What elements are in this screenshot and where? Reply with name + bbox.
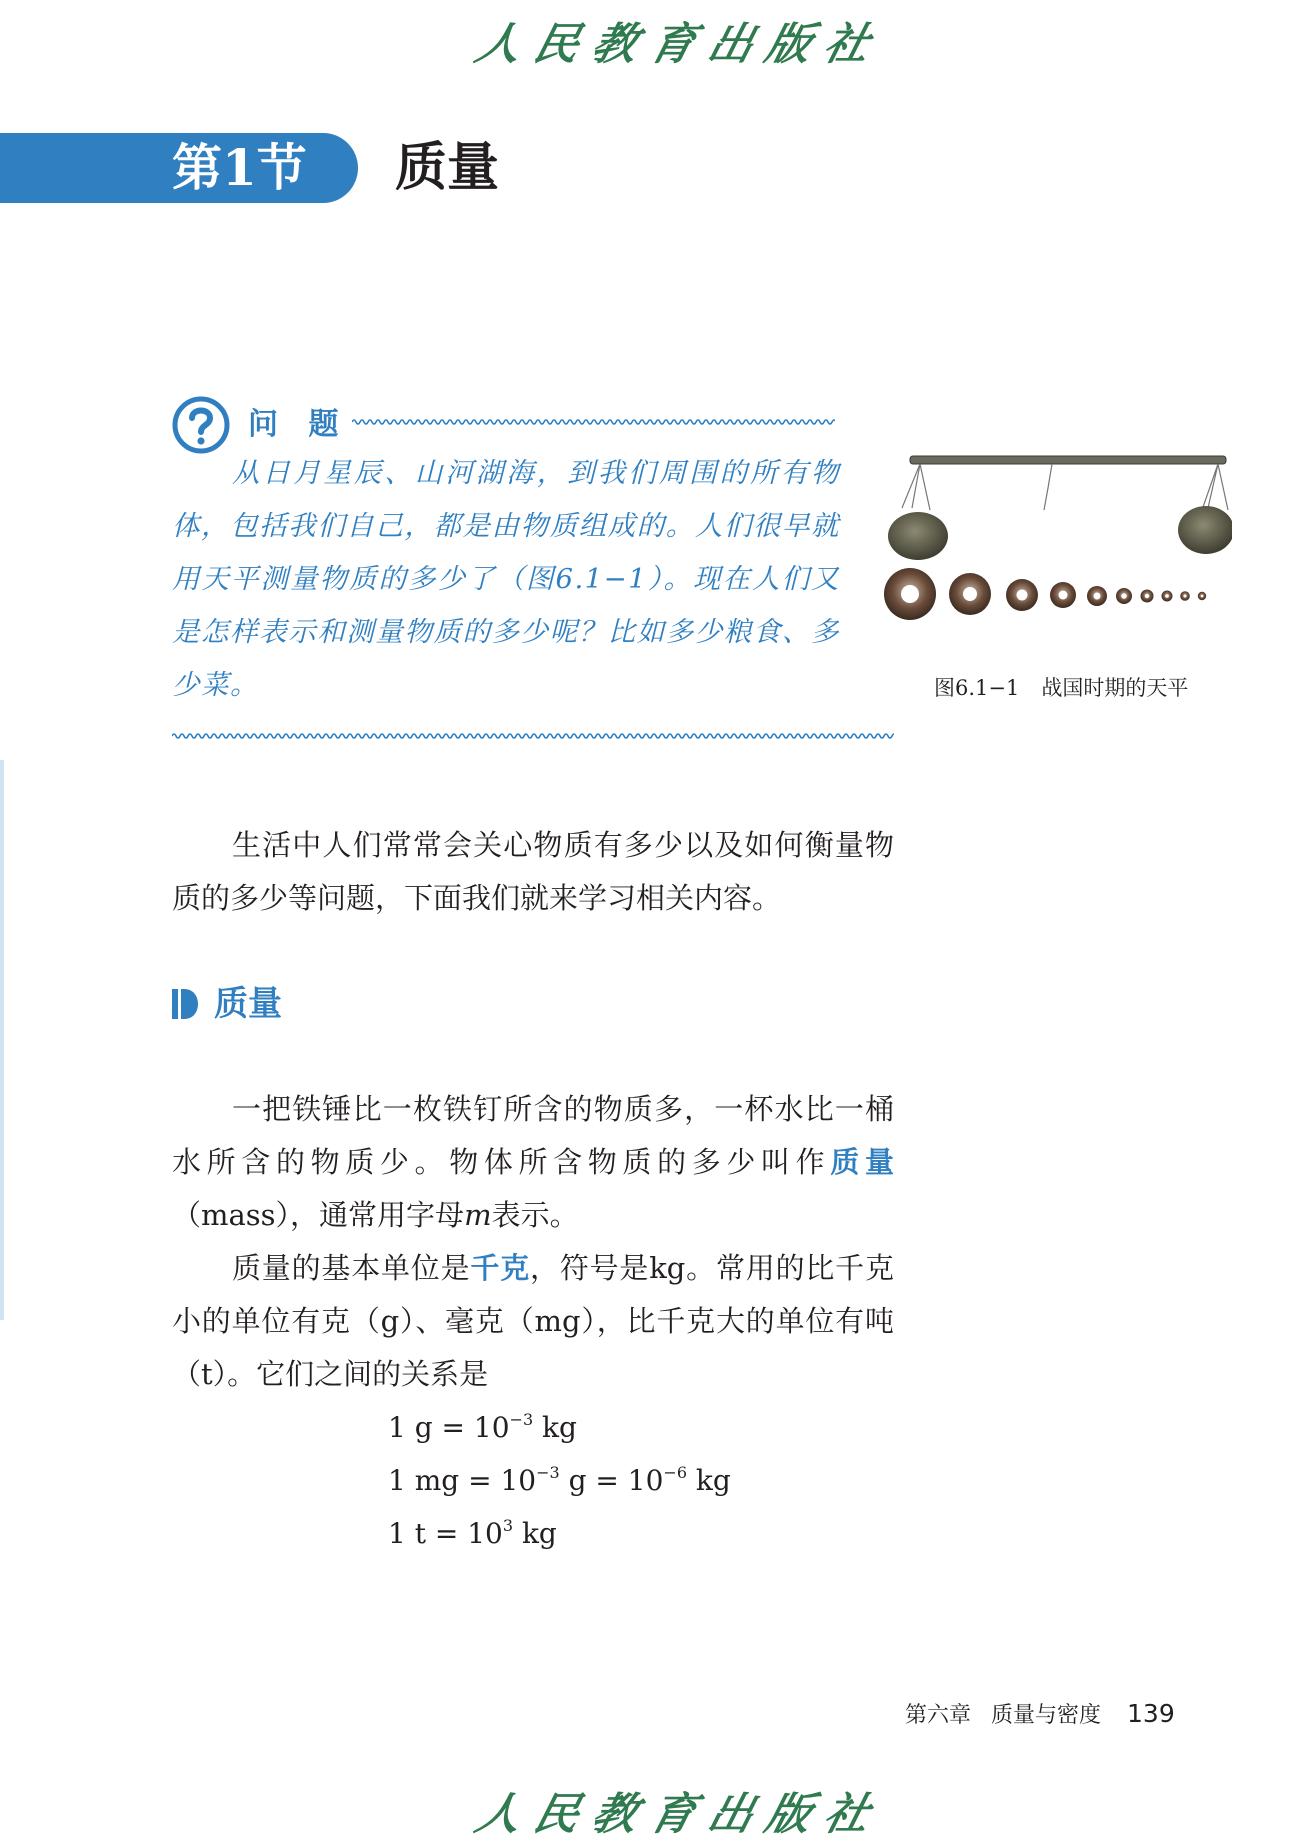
warring-states-balance-image: [872, 448, 1232, 658]
footer-chapter: 第六章: [905, 1703, 972, 1728]
definition-paragraph: [172, 1083, 894, 1242]
footer-chapter-title: 质量与密度: [991, 1703, 1102, 1728]
problem-paragraph: 从日月星辰、山河湖海，到我们周围的所有物体，包括我们自己，都是由物质组成的。人们很早就用天平测量物质的多少了（图6.1−1）。现在人们又是怎样表示和测量物质的多少呢？比如多少粮食、多少菜。: [172, 457, 840, 701]
unit-paragraph: [172, 1242, 894, 1401]
question-icon: [172, 396, 230, 454]
term-mass: 质量: [830, 1145, 894, 1179]
page-footer: [905, 1698, 1175, 1729]
equation-ton: 1 $t = 10^3$ kg: [388, 1516, 557, 1550]
page-edge-shade: [0, 760, 4, 1320]
subsection-marker-icon: [172, 989, 198, 1019]
unit-text-a: 质量的基本单位是: [232, 1251, 471, 1285]
figure-caption-text: 战国时期的天平: [1041, 676, 1189, 700]
intro-paragraph: 生活中人们常常会关心物质有多少以及如何衡量物质的多少等问题，下面我们就来学习相关内容。: [172, 828, 894, 915]
publisher-watermark-top: 人民教育出版社: [470, 19, 890, 70]
term-kilogram: 千克: [470, 1251, 531, 1285]
problem-text: [172, 447, 840, 712]
definition-text-b: （mass），通常用字母: [172, 1198, 465, 1232]
definition-text-c: 表示。: [491, 1198, 579, 1232]
definition-text-a: 一把铁锤比一枚铁钉所含的物质多，一杯水比一桶水所含的物质少。物体所含物质的多少叫作: [172, 1092, 894, 1179]
intro-text: [172, 819, 894, 925]
page-number: 139: [1127, 1699, 1175, 1728]
subsection-title: 质量: [214, 984, 282, 1024]
definition-text: [172, 1083, 894, 1401]
section-title: 质量: [395, 137, 500, 198]
section-number: 第1节: [172, 138, 307, 197]
wavy-divider-top: [352, 417, 835, 427]
equation-gram: 1 $g = 10^{-3}$ kg: [388, 1410, 577, 1444]
figure-caption: [934, 672, 1188, 702]
mass-symbol: m: [464, 1198, 492, 1232]
problem-label: 问 题: [248, 407, 349, 442]
equation-milligram: 1 mg = $10^{-3}$ $g = 10^{-6}$ kg: [388, 1463, 731, 1497]
publisher-watermark-bottom: 人民教育出版社: [470, 1789, 890, 1840]
figure-number: 图6.1−1: [934, 676, 1020, 700]
unit-text-b: ，符号是kg。常用的比千克小的单位有克（g）、毫克（mg），比千克大的单位有吨（t）。它们之间的关系是: [172, 1251, 894, 1391]
wavy-divider-bottom: [172, 731, 894, 741]
